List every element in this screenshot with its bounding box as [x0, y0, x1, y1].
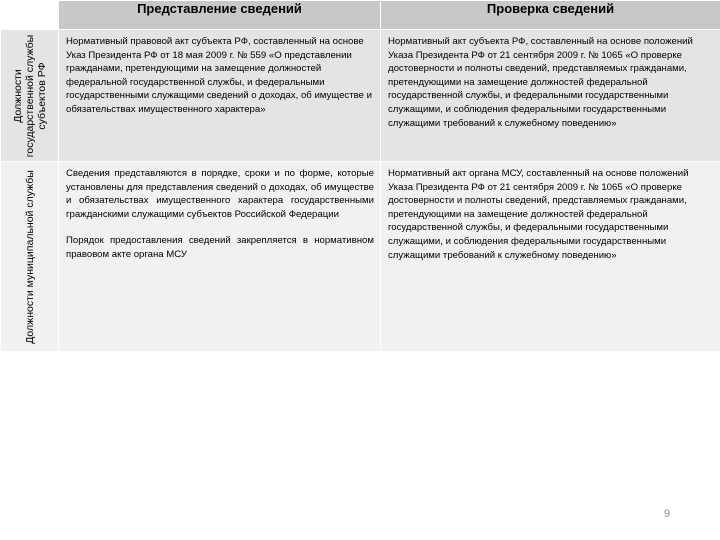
verification-cell: [381, 162, 720, 352]
page-number: 9: [664, 508, 671, 520]
table-header-row: [1, 1, 720, 30]
row-label: Должности государственной службы субъектов РФ: [11, 34, 48, 157]
row-label-cell: [1, 30, 59, 162]
submission-cell: [59, 30, 381, 162]
verification-cell: [381, 30, 720, 162]
verification-text: Нормативный акт органа МСУ, составленный на основе положений Указа Президента РФ от 21 сентября 2009 г. № 1065 «О проверке достоверности и полноты сведений, представляемых гражданами, претендующими на замещение должностей федеральной государственной службы, и федеральными государственными служащими, и соблюдения федеральными государственными служащими требований к служебному поведению»: [388, 168, 689, 261]
header-verification: Проверка сведений: [381, 1, 720, 30]
submission-text: [59, 162, 380, 266]
submission-text: Нормативный правовой акт субъекта РФ, составленный на основе Указ Президента РФ от 18 мая 2009 г. № 559 «О представлении гражданами, претендующими на замещение должностей федеральной государственной службы, и федеральными государственными служащими сведений о доходах, об имуществе и обязательствах имущественного характера»: [66, 36, 372, 115]
header-submission: Представление сведений: [59, 1, 381, 30]
row-label: Должности муниципальной службы: [23, 169, 36, 344]
submission-cell: [59, 162, 381, 352]
table-row-municipal-service: [1, 162, 720, 352]
row-label-cell: [1, 162, 59, 352]
submission-note: Порядок предоставления сведений закрепляется в нормативном правовом акте органа МСУ: [66, 235, 374, 260]
submission-paragraph: Сведения представляются в порядке, сроки и по форме, которые установлены для представления сведений о доходах, об имуществе и обязательствах имущественного характера государственными гражданскими служащими субъектов Российской Федерации: [66, 168, 374, 220]
verification-text: Нормативный акт субъекта РФ, составленный на основе положений Указа Президента РФ от 21 сентября 2009 г. № 1065 «О проверке достоверности и полноты сведений, представляемых гражданами, претендующими на замещение должностей федеральной государственной службы, и федеральными государственными служащими, и соблюдения федеральными государственными служащими требований к служебному поведению»: [388, 36, 693, 129]
table-row-state-service: [1, 30, 720, 162]
header-corner: [1, 1, 59, 30]
